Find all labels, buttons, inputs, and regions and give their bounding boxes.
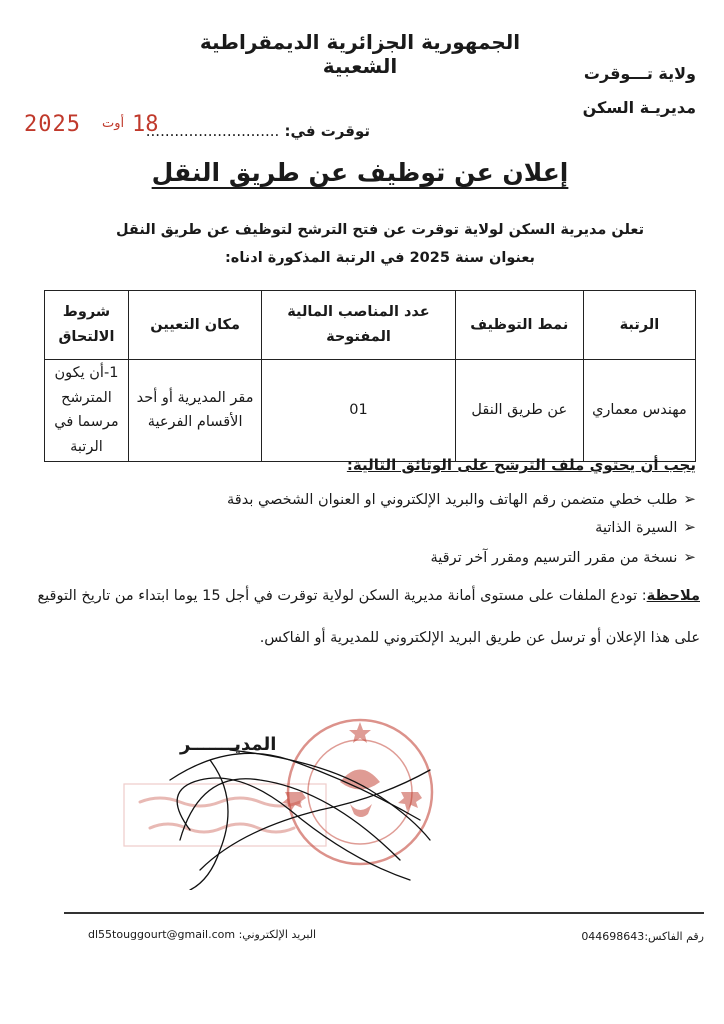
header-conditions: شروط الالتحاق — [45, 291, 129, 360]
list-item — [36, 518, 696, 536]
header-open-posts: عدد المناصب المالية المفتوحة — [262, 291, 455, 360]
note-text-1: : تودع الملفات على مستوى أمانة مديرية السكن لولاية توقرت في أجل 15 يوما ابتداء من تاريخ التوقيع — [37, 588, 647, 604]
directorate-label: مديريـة السكن — [582, 98, 696, 117]
footer-divider — [64, 912, 704, 914]
document-item-text: نسخة من مقرر الترسيم ومقرر آخر ترقية — [430, 550, 678, 566]
cell-rank: مهندس معماري — [583, 360, 695, 462]
intro-line-2: بعنوان سنة 2025 في الرتبة المذكورة ادناه: — [225, 250, 535, 266]
cell-open-posts: 01 — [262, 360, 455, 462]
date-dots: ............................ — [145, 122, 280, 140]
intro-line-1: تعلن مديرية السكن لولاية توقرت عن فتح الترشح لتوظيف عن طريق النقل — [115, 222, 645, 238]
note-line-2: على هذا الإعلان أو ترسل عن طريق البريد الإلكتروني للمديرية أو الفاكس. — [259, 630, 700, 646]
fax-number: رقم الفاكس:044698643 — [581, 930, 704, 943]
place-label: توقرت في: — [284, 122, 370, 140]
wilaya-label: ولاية تـــوقرت — [583, 64, 696, 83]
arrow-bullet-icon: ➢ — [683, 548, 696, 566]
director-title: المديـــــــر — [180, 734, 277, 755]
documents-heading: يجب أن يحتوي ملف الترشح على الوثائق التالية: — [346, 456, 696, 474]
table-header-row — [45, 291, 696, 360]
positions-table — [44, 290, 696, 462]
list-item — [36, 490, 696, 508]
cell-assignment-place: مقر المديرية أو أحد الأقسام الفرعية — [128, 360, 261, 462]
email-address: البريد الإلكتروني: dl55touggourt@gmail.com — [88, 928, 317, 941]
document-item-text: السيرة الذاتية — [595, 520, 678, 536]
header-recruitment-mode: نمط التوظيف — [455, 291, 583, 360]
announcement-title: إعلان عن توظيف عن طريق النقل — [151, 158, 569, 187]
list-item — [36, 548, 696, 566]
cell-conditions: 1-أن يكون المترشح مرسما في الرتبة — [45, 360, 129, 462]
place-date-line — [70, 122, 370, 140]
cell-recruitment-mode: عن طريق النقل — [455, 360, 583, 462]
arrow-bullet-icon: ➢ — [683, 518, 696, 536]
note-label: ملاحظة — [646, 588, 700, 604]
republic-header: الجمهورية الجزائرية الديمقراطية الشعبية — [199, 30, 521, 78]
header-assignment-place: مكان التعيين — [128, 291, 261, 360]
arrow-bullet-icon: ➢ — [683, 490, 696, 508]
date-day: 18 — [132, 112, 159, 137]
header-rank: الرتبة — [583, 291, 695, 360]
date-row — [20, 112, 440, 146]
date-month: أوت — [102, 116, 125, 131]
date-year: 2025 — [24, 112, 81, 137]
note-line-1 — [20, 588, 700, 604]
document-item-text: طلب خطي متضمن رقم الهاتف والبريد الإلكتروني او العنوان الشخصي بدقة — [227, 492, 678, 508]
table-row — [45, 360, 696, 462]
signature-icon — [150, 720, 450, 890]
